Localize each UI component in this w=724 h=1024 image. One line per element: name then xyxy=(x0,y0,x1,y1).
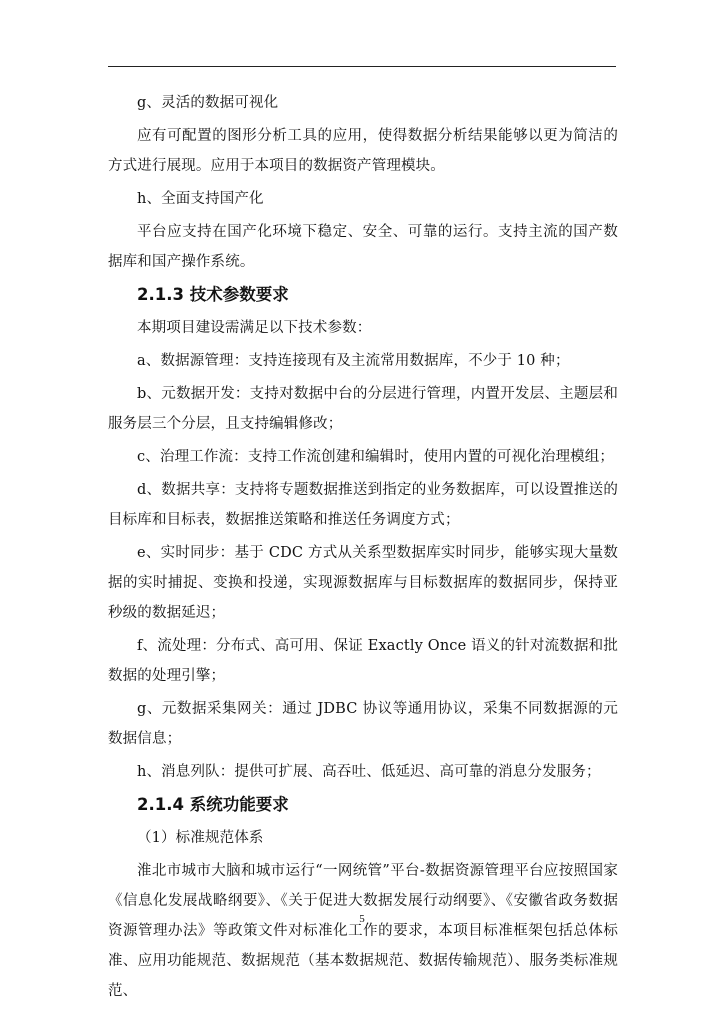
tech-item-a: a、数据源管理：支持连接现有及主流常用数据库，不少于 10 种； xyxy=(137,353,570,369)
tech-item-f: f、流处理：分布式、高可用、保证 Exactly Once 语义的针对流数据和批数据的处理引擎； xyxy=(108,638,618,684)
section-heading-2-1-4: 2.1.4 系统功能要求 xyxy=(137,795,289,814)
tech-item-b: b、元数据开发：支持对数据中台的分层进行管理，内置开发层、主题层和服务层三个分层，且支持编辑修改； xyxy=(108,386,618,432)
tech-item-c: c、治理工作流：支持工作流创建和编辑时，使用内置的可视化治理模组； xyxy=(137,449,615,465)
tech-item-d: d、数据共享：支持将专题数据推送到指定的业务数据库，可以设置推送的目标库和目标表，数据推送策略和推送任务调度方式； xyxy=(108,482,618,528)
tech-item-h: h、消息列队：提供可扩展、高吞吐、低延迟、高可靠的消息分发服务； xyxy=(137,764,601,780)
item-g-body: 应有可配置的图形分析工具的应用，使得数据分析结果能够以更为简洁的方式进行展现。应用于本项目的数据资产管理模块。 xyxy=(108,128,618,174)
page-number: 5 xyxy=(359,913,365,925)
subsection-1-heading: （1）标准规范体系 xyxy=(137,830,264,846)
item-h-heading: h、全面支持国产化 xyxy=(137,191,264,207)
tech-item-e: e、实时同步：基于 CDC 方式从关系型数据库实时同步，能够实现大量数据的实时捕捉、变换和投递，实现源数据库与目标数据库的数据同步，保持亚秒级的数据延迟； xyxy=(108,545,618,621)
tech-intro: 本期项目建设需满足以下技术参数： xyxy=(137,320,372,336)
section-heading-2-1-3: 2.1.3 技术参数要求 xyxy=(137,285,289,304)
item-h-body: 平台应支持在国产化环境下稳定、安全、可靠的运行。支持主流的国产数据库和国产操作系统。 xyxy=(108,224,618,270)
item-g-heading: g、灵活的数据可视化 xyxy=(137,95,279,111)
tech-item-g: g、元数据采集网关：通过 JDBC 协议等通用协议，采集不同数据源的元数据信息； xyxy=(108,701,618,747)
header-rule xyxy=(108,66,616,67)
document-body xyxy=(108,88,618,1009)
standards-body: 淮北市城市大脑和城市运行“一网统管”平台-数据资源管理平台应按照国家《信息化发展战略纲要》、《关于促进大数据发展行动纲要》、《安徽省政务数据资源管理办法》等政策文件对标准化工作的要求，本项目标准框架包括总体标准、应用功能规范、数据规范（基本数据规范、数据传输规范）、服务类标准规范、 xyxy=(108,863,618,999)
